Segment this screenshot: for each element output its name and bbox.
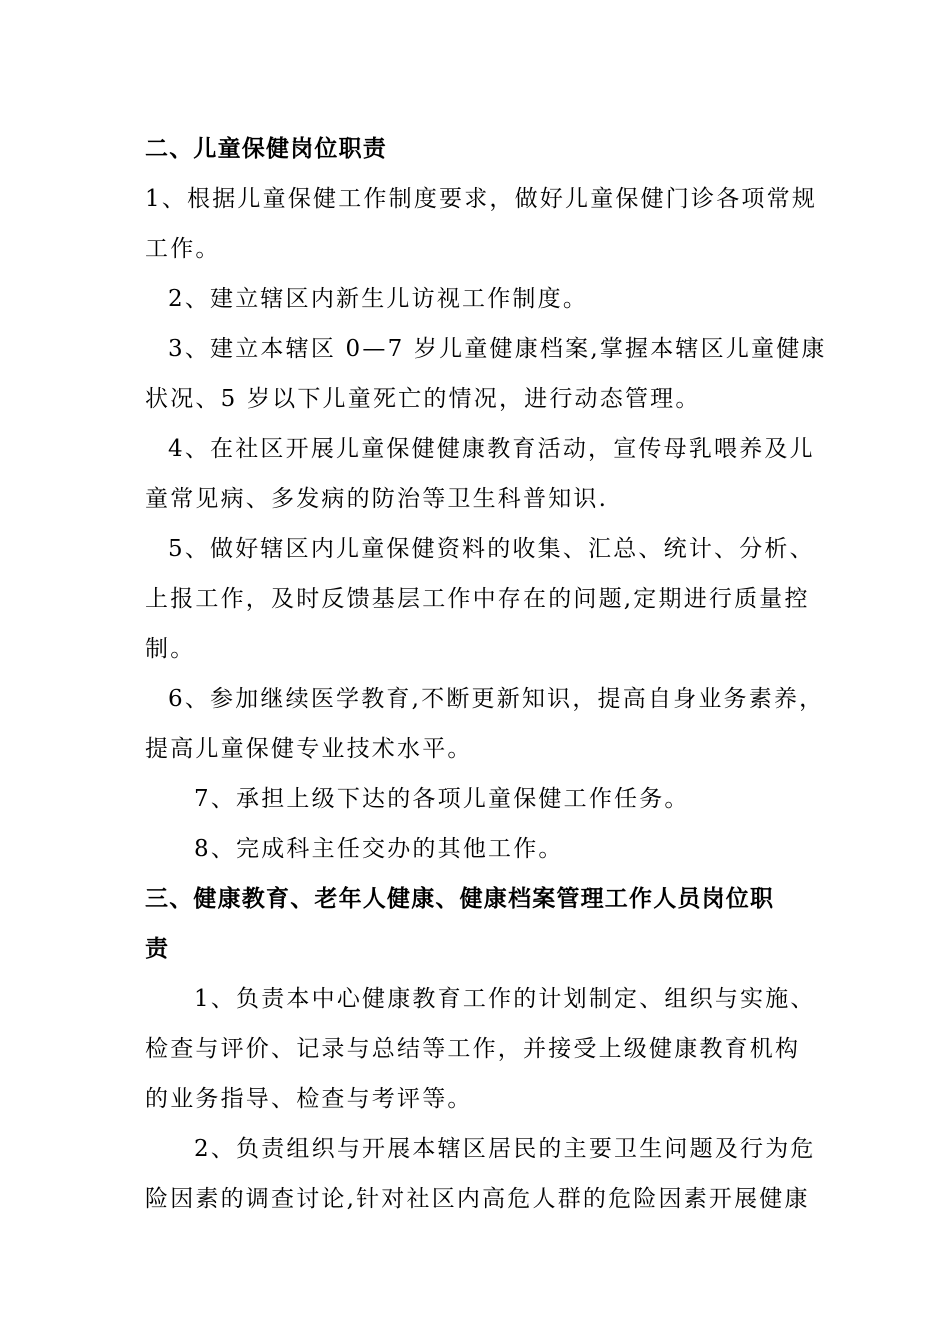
section-3-line-5: 险因素的调查讨论,针对社区内高危人群的危险因素开展健康 [145, 1186, 810, 1212]
section-2-line-14: 8、完成科主任交办的其他工作。 [194, 836, 564, 862]
section-3-line-1: 1、负责本中心健康教育工作的计划制定、组织与实施、 [194, 986, 816, 1012]
section-2-line-4: 3、建立本辖区 0—7 岁儿童健康档案,掌握本辖区儿童健康 [168, 336, 827, 362]
section-2-line-11: 6、参加继续医学教育,不断更新知识，提高自身业务素养， [168, 686, 825, 712]
section-2-line-2: 工作。 [145, 236, 221, 262]
section-2-line-1: 1、根据儿童保健工作制度要求，做好儿童保健门诊各项常规 [145, 186, 818, 212]
section-2-line-7: 童常见病、多发病的防治等卫生科普知识. [145, 486, 609, 512]
section-2-line-5: 状况、5 岁以下儿童死亡的情况，进行动态管理。 [145, 386, 701, 412]
section-3-line-4: 2、负责组织与开展本辖区居民的主要卫生问题及行为危 [194, 1136, 816, 1162]
section-2-line-13: 7、承担上级下达的各项儿童保健工作任务。 [194, 786, 690, 812]
section-2-line-12: 提高儿童保健专业技术水平。 [145, 736, 473, 762]
section-2-line-3: 2、建立辖区内新生儿访视工作制度。 [168, 286, 589, 312]
section-2-line-8: 5、做好辖区内儿童保健资料的收集、汇总、统计、分析、 [168, 536, 815, 562]
section-2-title: 二、儿童保健岗位职责 [145, 136, 387, 162]
section-2-line-9: 上报工作，及时反馈基层工作中存在的问题,定期进行质量控 [145, 586, 810, 612]
section-3-title-line-2: 责 [145, 936, 170, 962]
section-3-line-3: 的业务指导、检查与考评等。 [145, 1086, 473, 1112]
section-2-line-10: 制。 [145, 636, 196, 662]
section-2-line-6: 4、在社区开展儿童保健健康教育活动，宣传母乳喂养及儿 [168, 436, 815, 462]
section-3-line-2: 检查与评价、记录与总结等工作，并接受上级健康教育机构 [145, 1036, 801, 1062]
section-3-title-line-1: 三、健康教育、老年人健康、健康档案管理工作人员岗位职 [145, 886, 775, 912]
